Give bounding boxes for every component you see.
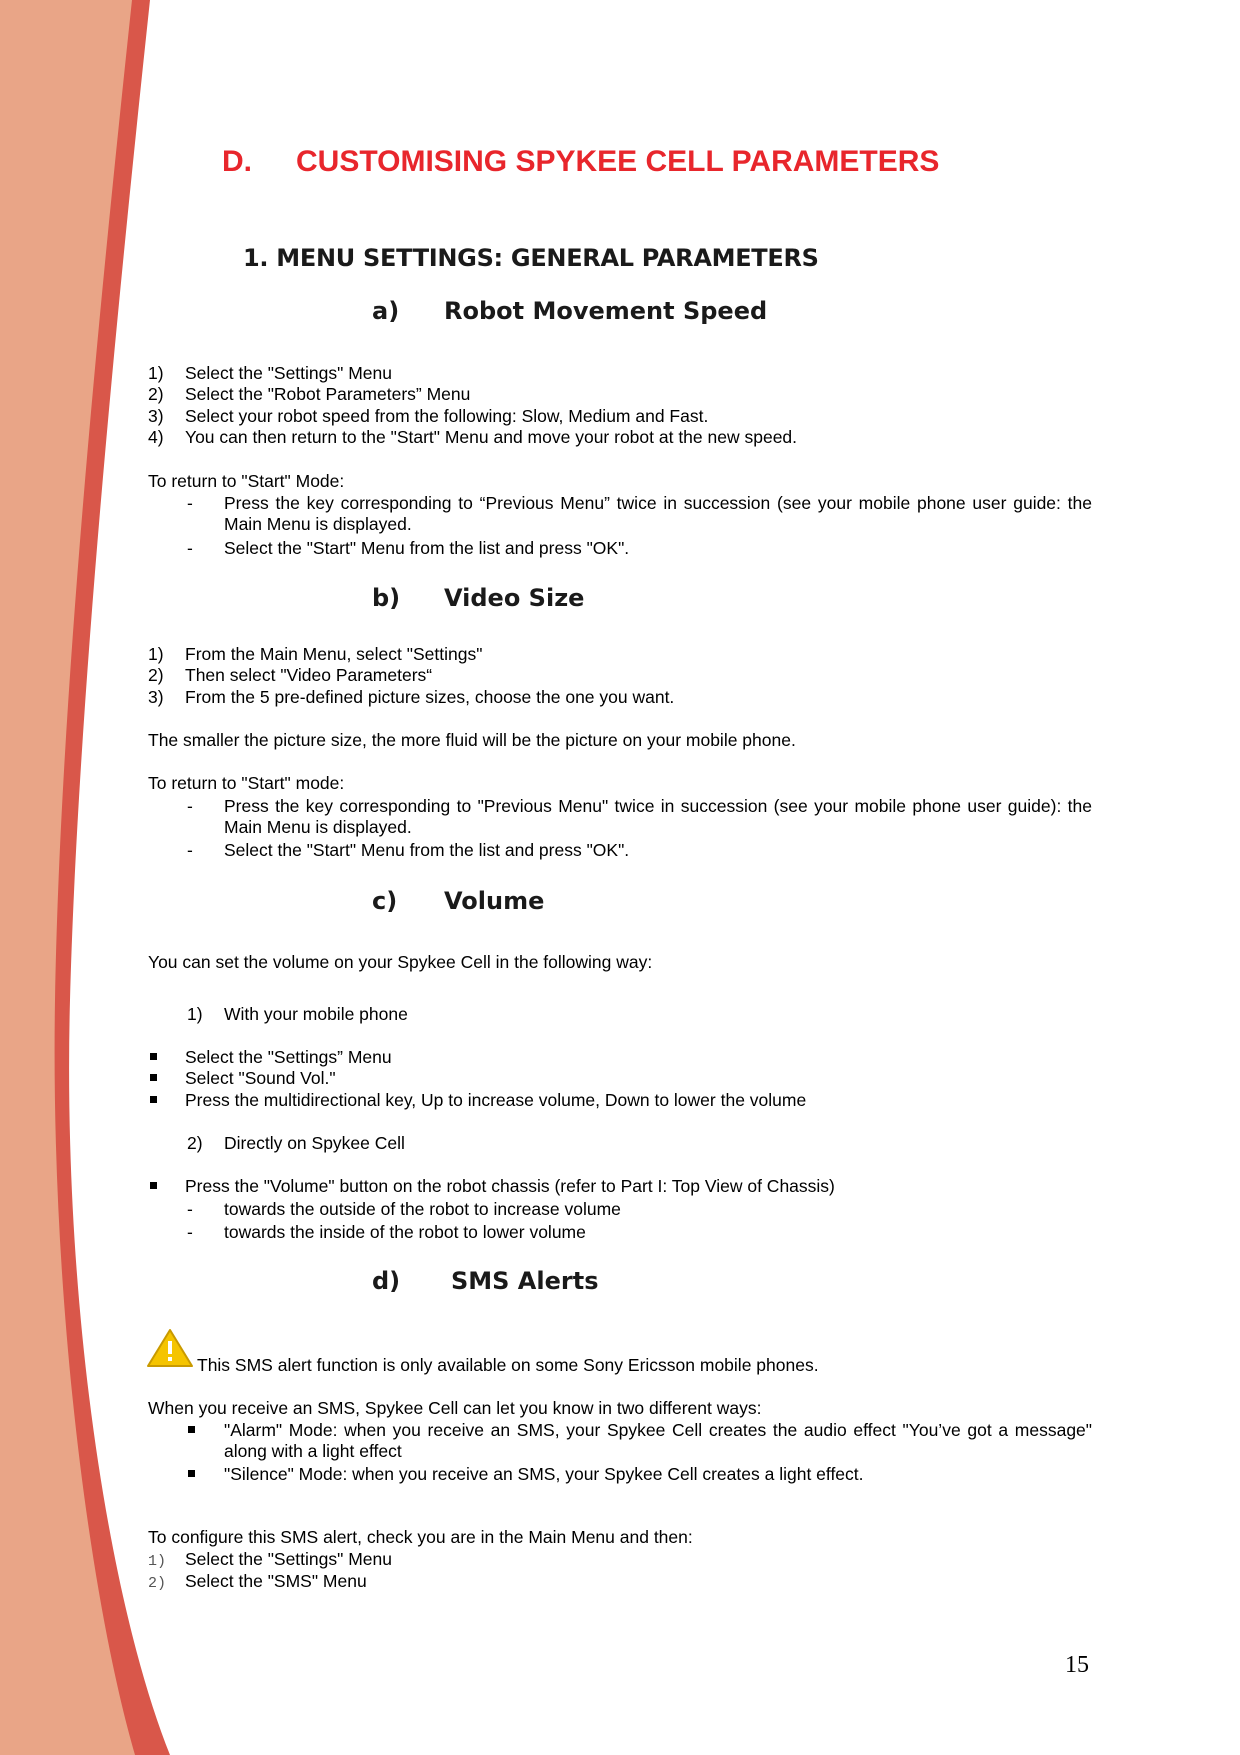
list-item bbox=[148, 687, 674, 708]
subsection-title: Robot Movement Speed bbox=[444, 297, 768, 325]
dash-marker: - bbox=[187, 840, 193, 860]
item-text: Select the "Settings” Menu bbox=[185, 1047, 392, 1067]
warning-text: This SMS alert function is only available on some Sony Ericsson mobile phones. bbox=[197, 1355, 819, 1375]
subsection-letter: a) bbox=[372, 297, 400, 325]
square-bullet-icon bbox=[150, 1182, 157, 1189]
section-title: MENU SETTINGS: GENERAL PARAMETERS bbox=[276, 244, 819, 272]
subsection-heading-b bbox=[372, 584, 584, 612]
return-step: Select the "Start" Menu from the list and press "OK". bbox=[224, 538, 630, 558]
item-number: 1) bbox=[148, 363, 164, 383]
section-number: 1. bbox=[243, 244, 269, 272]
subsection-title: SMS Alerts bbox=[451, 1267, 599, 1295]
bullet-item bbox=[150, 1047, 392, 1068]
list-item bbox=[148, 644, 482, 665]
item-text: You can then return to the "Start" Menu and move your robot at the new speed. bbox=[185, 427, 798, 447]
sms-mode: "Silence" Mode: when you receive an SMS, your Spykee Cell creates a light effect. bbox=[224, 1464, 864, 1484]
subsection-heading-d bbox=[372, 1267, 598, 1295]
subsection-title: Video Size bbox=[444, 584, 585, 612]
item-text: towards the inside of the robot to lower volume bbox=[224, 1222, 586, 1242]
square-bullet-icon bbox=[150, 1053, 157, 1060]
subsection-heading-a bbox=[372, 297, 767, 325]
item-number: 2) bbox=[187, 1133, 203, 1153]
item-text: Select the "Settings" Menu bbox=[185, 1549, 392, 1569]
bullet-item bbox=[150, 1068, 336, 1089]
item-number: 2) bbox=[148, 1575, 167, 1592]
return-step: Press the key corresponding to “Previous Menu” twice in succession (see your mobile phone user guide: the Main Menu is displayed. bbox=[224, 493, 1092, 534]
item-text: Select the "Settings" Menu bbox=[185, 363, 392, 383]
bullet-item bbox=[150, 1176, 835, 1197]
square-bullet-icon bbox=[150, 1074, 157, 1081]
square-bullet-icon bbox=[188, 1464, 223, 1485]
item-number: 1) bbox=[187, 1004, 203, 1024]
subsection-letter: c) bbox=[372, 887, 398, 915]
page-number: 15 bbox=[1065, 1652, 1089, 1678]
item-text: Select your robot speed from the following: Slow, Medium and Fast. bbox=[185, 406, 709, 426]
item-text: Select "Sound Vol." bbox=[185, 1068, 336, 1088]
subsection-letter: d) bbox=[372, 1267, 401, 1295]
subsection-heading-c bbox=[372, 887, 544, 915]
item-text: Then select "Video Parameters“ bbox=[185, 665, 433, 685]
section-heading bbox=[243, 244, 819, 272]
dash-marker: - bbox=[187, 538, 193, 558]
item-text: Directly on Spykee Cell bbox=[224, 1133, 405, 1153]
item-text: Select the "SMS" Menu bbox=[185, 1571, 367, 1591]
square-bullet-icon bbox=[188, 1420, 223, 1441]
sms-intro: When you receive an SMS, Spykee Cell can let you know in two different ways: bbox=[148, 1398, 762, 1418]
side-decoration bbox=[0, 0, 180, 1755]
return-intro: To return to "Start" mode: bbox=[148, 773, 345, 793]
warning-icon bbox=[146, 1328, 194, 1370]
dash-item: - towards the inside of the robot to lower volume bbox=[187, 1222, 586, 1242]
dash-item: - towards the outside of the robot to increase volume bbox=[187, 1199, 621, 1219]
subsection-title: Volume bbox=[444, 887, 545, 915]
dash-marker: - bbox=[187, 493, 193, 513]
list-item bbox=[148, 406, 708, 427]
return-step: Press the key corresponding to "Previous Menu" twice in succession (see your mobile phone user guide): the Main Menu is displayed. bbox=[224, 796, 1092, 837]
dash-marker: - bbox=[187, 796, 193, 816]
item-text: From the Main Menu, select "Settings" bbox=[185, 644, 483, 664]
return-intro: To return to "Start" Mode: bbox=[148, 471, 345, 491]
item-number: 4) bbox=[148, 427, 164, 447]
list-item bbox=[148, 1571, 367, 1594]
item-text: Press the multidirectional key, Up to increase volume, Down to lower the volume bbox=[185, 1090, 807, 1110]
item-text: With your mobile phone bbox=[224, 1004, 408, 1024]
bullet-item bbox=[150, 1090, 806, 1111]
item-text: Select the "Robot Parameters” Menu bbox=[185, 384, 471, 404]
item-number: 1) bbox=[148, 1553, 167, 1570]
item-text: From the 5 pre-defined picture sizes, choose the one you want. bbox=[185, 687, 675, 707]
config-intro: To configure this SMS alert, check you are in the Main Menu and then: bbox=[148, 1527, 693, 1547]
item-number: 3) bbox=[148, 687, 164, 707]
return-step: Select the "Start" Menu from the list and press "OK". bbox=[224, 840, 630, 860]
list-item bbox=[148, 665, 432, 686]
chapter-heading bbox=[222, 145, 939, 179]
chapter-letter: D. bbox=[222, 145, 252, 178]
chapter-title: CUSTOMISING SPYKEE CELL PARAMETERS bbox=[296, 145, 940, 178]
item-text: towards the outside of the robot to increase volume bbox=[224, 1199, 621, 1219]
volume-intro: You can set the volume on your Spykee Cell in the following way: bbox=[148, 952, 653, 972]
subsection-letter: b) bbox=[372, 584, 401, 612]
item-number: 3) bbox=[148, 406, 164, 426]
item-number: 2) bbox=[148, 665, 164, 685]
item-number: 1) bbox=[148, 644, 164, 664]
list-item bbox=[148, 1549, 392, 1572]
method-heading bbox=[187, 1133, 405, 1154]
item-number: 2) bbox=[148, 384, 164, 404]
list-item bbox=[148, 384, 470, 405]
square-bullet-icon bbox=[150, 1096, 157, 1103]
method-heading bbox=[187, 1004, 408, 1025]
note-text: The smaller the picture size, the more fluid will be the picture on your mobile phone. bbox=[148, 730, 796, 750]
item-text: Press the "Volume" button on the robot chassis (refer to Part I: Top View of Chassis) bbox=[185, 1176, 835, 1196]
list-item bbox=[148, 363, 392, 384]
list-item bbox=[148, 427, 797, 448]
sms-mode: "Alarm" Mode: when you receive an SMS, your Spykee Cell creates the audio effect "You’ve got a message" along with a light effect bbox=[224, 1420, 1092, 1461]
